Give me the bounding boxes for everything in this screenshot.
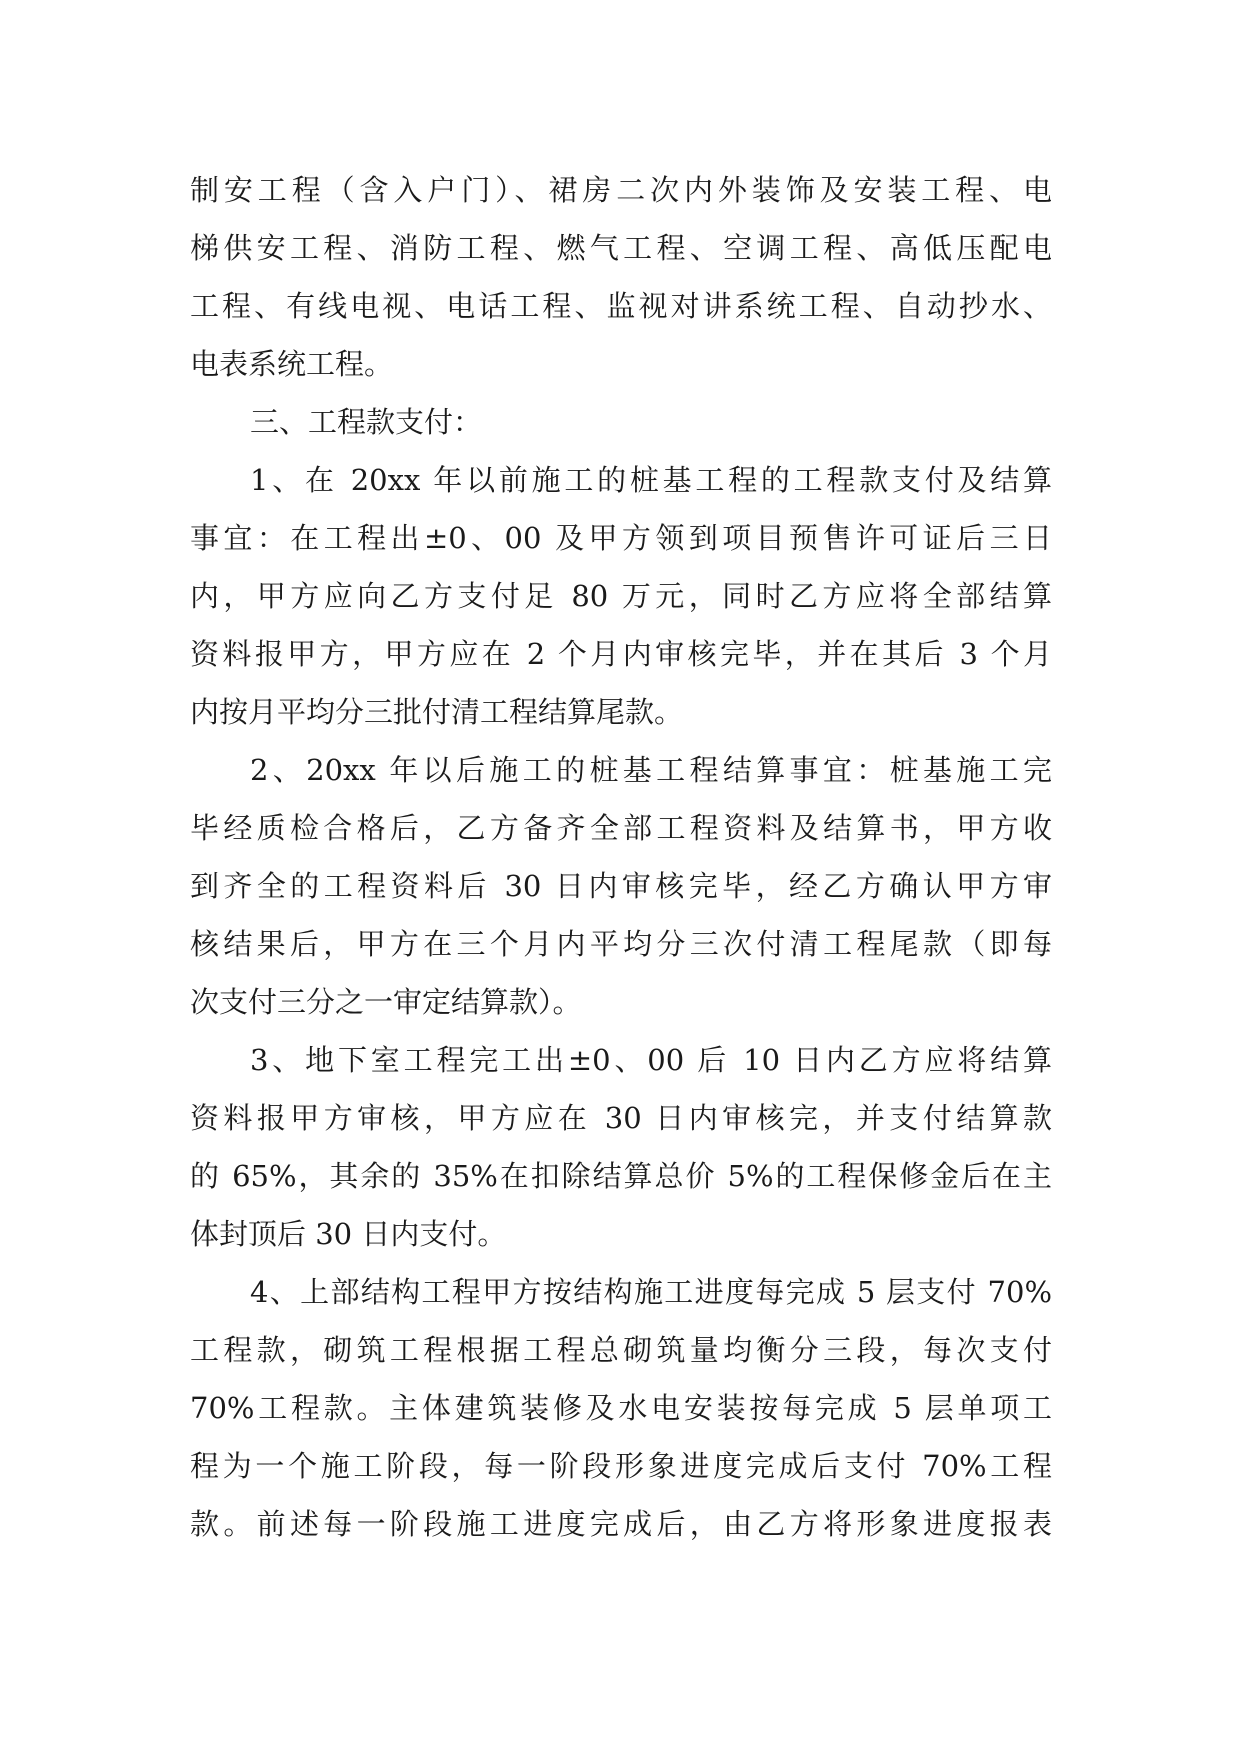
text-line: 4、上部结构工程甲方按结构施工进度每完成 5 层支付 70% [250, 1275, 1052, 1309]
paragraph-item-1 [190, 451, 1052, 741]
text-line: 工程款，砌筑工程根据工程总砌筑量均衡分三段，每次支付 [190, 1333, 1052, 1367]
text-line: 次支付三分之一审定结算款）。 [190, 985, 582, 1019]
paragraph-item-2 [190, 741, 1052, 1031]
section-heading-text: 三、工程款支付： [250, 405, 483, 439]
text-line: 2、20xx 年以后施工的桩基工程结算事宜：桩基施工完 [250, 753, 1052, 787]
text-line: 核结果后，甲方在三个月内平均分三次付清工程尾款（即每 [190, 927, 1052, 961]
text-line: 制安工程（含入户门）、裙房二次内外装饰及安装工程、电 [190, 173, 1052, 207]
text-line: 内，甲方应向乙方支付足 80 万元，同时乙方应将全部结算 [190, 579, 1052, 613]
text-line: 梯供安工程、消防工程、燃气工程、空调工程、高低压配电 [190, 231, 1052, 265]
text-line: 电表系统工程。 [190, 347, 394, 381]
document-body [190, 161, 1052, 1553]
text-line: 的 65%，其余的 35%在扣除结算总价 5%的工程保修金后在主 [190, 1159, 1052, 1193]
text-line: 体封顶后 30 日内支付。 [190, 1217, 507, 1251]
text-line: 1、在 20xx 年以前施工的桩基工程的工程款支付及结算 [250, 463, 1052, 497]
section-heading-payment [190, 393, 1052, 451]
text-line: 工程、有线电视、电话工程、监视对讲系统工程、自动抄水、 [190, 289, 1052, 323]
paragraph-item-4 [190, 1263, 1052, 1553]
text-line: 款。前述每一阶段施工进度完成后，由乙方将形象进度报表 [190, 1507, 1052, 1541]
text-line: 事宜：在工程出±0、00 及甲方领到项目预售许可证后三日 [190, 521, 1052, 555]
text-line: 3、地下室工程完工出±0、00 后 10 日内乙方应将结算 [250, 1043, 1052, 1077]
text-line: 到齐全的工程资料后 30 日内审核完毕，经乙方确认甲方审 [190, 869, 1052, 903]
text-line: 内按月平均分三批付清工程结算尾款。 [190, 695, 684, 729]
text-line: 程为一个施工阶段，每一阶段形象进度完成后支付 70%工程 [190, 1449, 1052, 1483]
paragraph-continuation [190, 161, 1052, 393]
text-line: 70%工程款。主体建筑装修及水电安装按每完成 5 层单项工 [190, 1391, 1052, 1425]
text-line: 资料报甲方审核，甲方应在 30 日内审核完，并支付结算款 [190, 1101, 1052, 1135]
text-line: 资料报甲方，甲方应在 2 个月内审核完毕，并在其后 3 个月 [190, 637, 1052, 671]
text-line: 毕经质检合格后，乙方备齐全部工程资料及结算书，甲方收 [190, 811, 1052, 845]
paragraph-item-3 [190, 1031, 1052, 1263]
